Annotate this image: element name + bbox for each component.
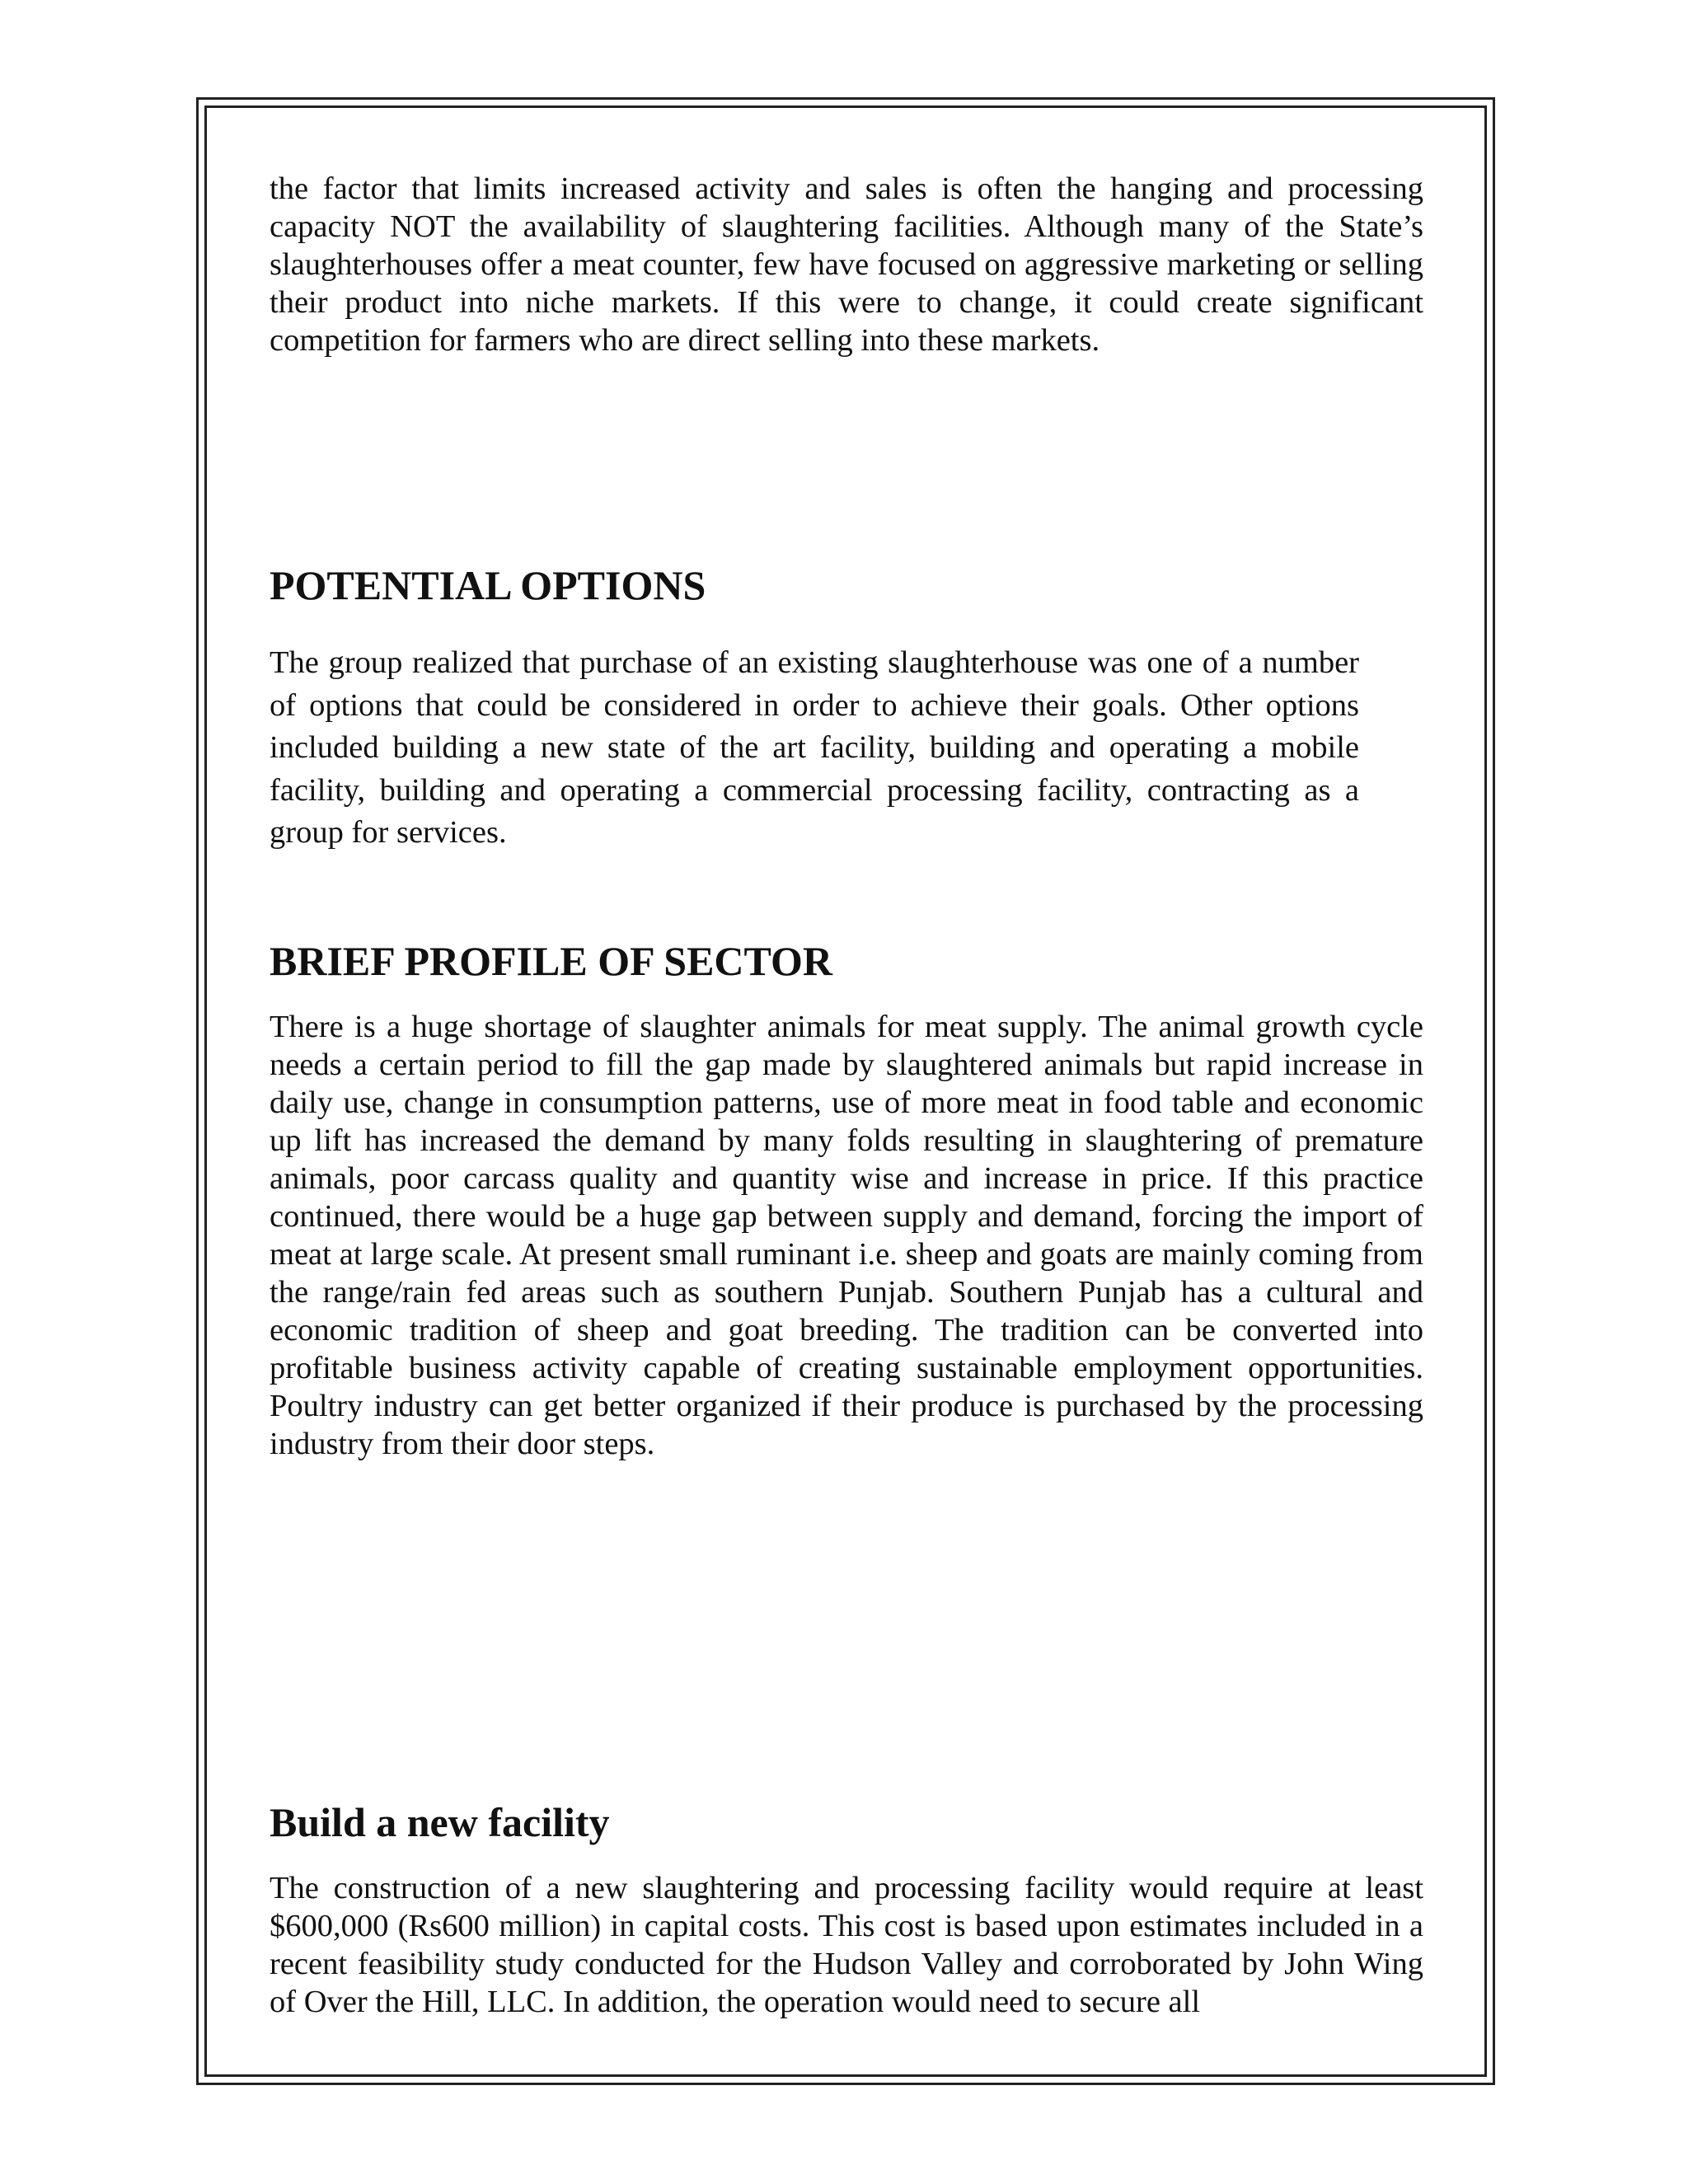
- brief-profile-paragraph: There is a huge shortage of slaughter animals for meat supply. The animal growth cycle needs a certain period to fill the gap made by slaughtered animals but rapid increase in daily use, change in consumption patterns, use of more meat in food table and economic up lift has increased the demand by many folds resulting in slaughtering of premature animals, poor carcass quality and quantity wise and increase in price. If this practice continued, there would be a huge gap between supply and demand, forcing the import of meat at large scale. At present small ruminant i.e. sheep and goats are mainly coming from the range/rain fed areas such as southern Punjab. Southern Punjab has a cultural and economic tradition of sheep and goat breeding. The tradition can be converted into profitable business activity capable of creating sustainable employment opportunities. Poultry industry can get better organized if their produce is purchased by the processing industry from their door steps.: [270, 1010, 1423, 1461]
- heading-potential-options: POTENTIAL OPTIONS: [270, 562, 706, 608]
- heading-build-new-facility: Build a new facility: [270, 1799, 610, 1845]
- intro-paragraph: the factor that limits increased activity and sales is often the hanging and processing capacity NOT the availability of slaughtering facilities. Although many of the State’s slaughterhouses offer a meat counter, few have focused on aggressive marketing or selling their product into niche markets. If this were to change, it could create significant competition for farmers who are direct selling into these markets.: [270, 171, 1423, 358]
- build-new-facility-paragraph: The construction of a new slaughtering and processing facility would require at least $600,000 (Rs600 million) in capital costs. This cost is based upon estimates included in a recent feasibility study conducted for the Hudson Valley and corroborated by John Wing of Over the Hill, LLC. In addition, the operation would need to secure all: [270, 1871, 1423, 2019]
- heading-brief-profile-of-sector: BRIEF PROFILE OF SECTOR: [270, 938, 832, 984]
- potential-options-paragraph: The group realized that purchase of an existing slaughterhouse was one of a number of options that could be considered in order to achieve their goals. Other options included building a new state of the art facility, building and operating a mobile facility, building and operating a commercial processing facility, contracting as a group for services.: [270, 645, 1359, 850]
